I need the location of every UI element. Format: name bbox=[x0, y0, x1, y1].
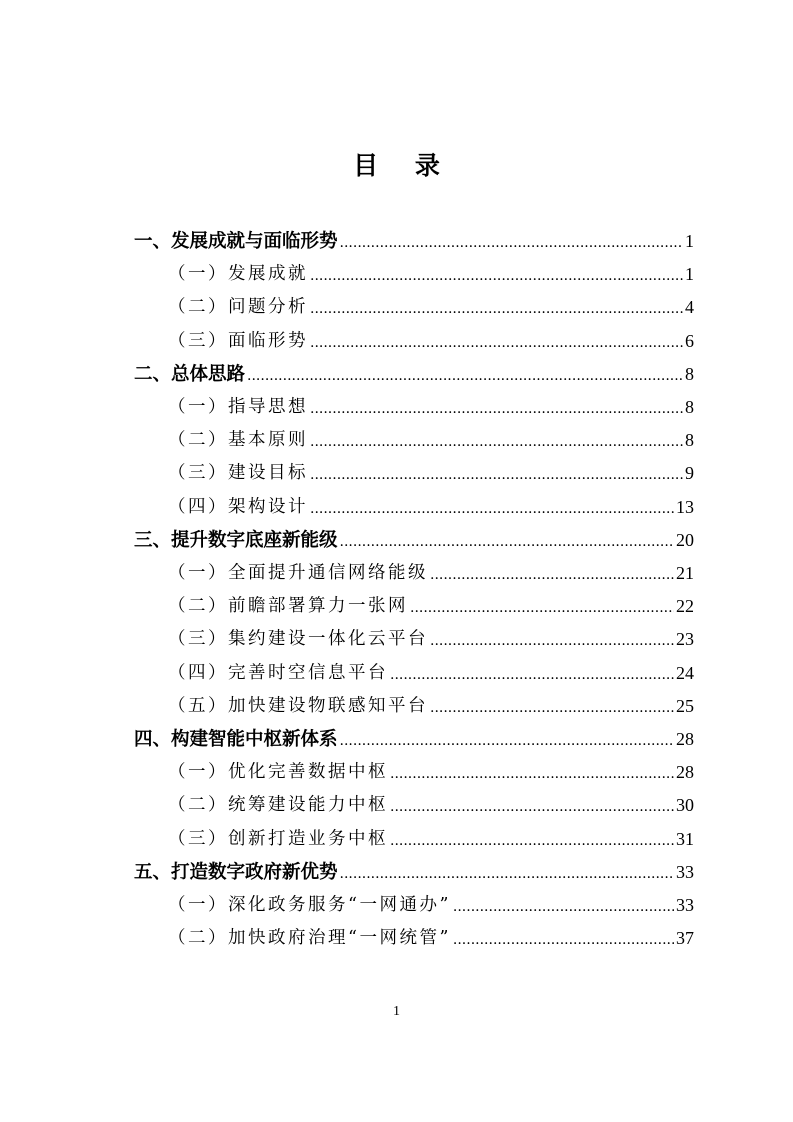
toc-entry-label: （一）指导思想 bbox=[168, 397, 308, 417]
toc-section-entry[interactable] bbox=[168, 325, 694, 358]
toc-entry-page: 6 bbox=[685, 330, 694, 351]
toc-entry-label: 二、总体思路 bbox=[134, 363, 246, 385]
toc-entry-label: （三）建设目标 bbox=[168, 463, 308, 484]
toc-chapter-entry[interactable] bbox=[134, 723, 694, 756]
toc-dot-leader bbox=[430, 625, 674, 658]
toc-section-entry[interactable] bbox=[168, 823, 694, 856]
toc-entry-page: 4 bbox=[685, 297, 694, 318]
toc-section-entry[interactable] bbox=[168, 391, 694, 424]
toc-entry-label: （四）完善时空信息平台 bbox=[168, 662, 388, 683]
toc-entry-label: （二）统筹建设能力中枢 bbox=[168, 795, 388, 816]
toc-dot-leader bbox=[453, 891, 674, 924]
toc-entry-label: 一、发展成就与面临形势 bbox=[134, 231, 338, 252]
toc-entry-label: （五）加快建设物联感知平台 bbox=[168, 695, 428, 716]
toc-entry-page: 30 bbox=[676, 795, 694, 816]
toc-dot-leader bbox=[310, 260, 683, 293]
toc-entry-page: 9 bbox=[685, 463, 694, 484]
toc-section-entry[interactable] bbox=[168, 623, 694, 656]
toc-entry-page: 33 bbox=[676, 861, 694, 882]
toc-dot-leader bbox=[390, 825, 674, 858]
toc-entry-page: 22 bbox=[676, 596, 694, 617]
toc-entry-label: （一）全面提升通信网络能级 bbox=[168, 563, 428, 583]
toc-dot-leader bbox=[340, 858, 674, 891]
toc-entry-label: （二）问题分析 bbox=[168, 297, 308, 318]
toc-dot-leader bbox=[410, 592, 674, 625]
toc-entry-label: （二）基本原则 bbox=[168, 430, 308, 451]
toc-dot-leader bbox=[310, 327, 683, 360]
toc-section-entry[interactable] bbox=[168, 889, 694, 922]
toc-entry-page: 31 bbox=[676, 828, 694, 849]
toc-entry-label: （三）创新打造业务中枢 bbox=[168, 828, 388, 849]
toc-entry-page: 1 bbox=[685, 231, 694, 251]
toc-dot-leader bbox=[430, 692, 674, 725]
toc-dot-leader bbox=[340, 526, 674, 559]
toc-chapter-entry[interactable] bbox=[134, 358, 694, 391]
toc-entry-label: 三、提升数字底座新能级 bbox=[134, 529, 338, 551]
toc-dot-leader bbox=[247, 360, 683, 393]
toc-dot-leader bbox=[390, 758, 674, 791]
toc-entry-page: 8 bbox=[685, 397, 694, 417]
toc-entry-label: （三）集约建设一体化云平台 bbox=[168, 629, 428, 650]
toc-entry-page: 23 bbox=[676, 629, 694, 650]
toc-entry-page: 28 bbox=[676, 729, 694, 749]
toc-chapter-entry[interactable] bbox=[134, 225, 694, 258]
toc-entry-page: 8 bbox=[685, 363, 694, 384]
toc-section-entry[interactable] bbox=[168, 424, 694, 457]
toc-entry-label: 五、打造数字政府新优势 bbox=[134, 861, 338, 883]
toc-entry-label: （二）前瞻部署算力一张网 bbox=[168, 596, 408, 617]
toc-entry-page: 25 bbox=[676, 695, 694, 716]
toc-section-entry[interactable] bbox=[168, 590, 694, 623]
toc-entry-page: 24 bbox=[676, 662, 694, 683]
toc-entry-page: 8 bbox=[685, 430, 694, 451]
toc-entry-label: 四、构建智能中枢新体系 bbox=[134, 729, 338, 750]
toc-entry-label: （一）发展成就 bbox=[168, 264, 308, 285]
toc-dot-leader bbox=[430, 559, 674, 592]
toc-section-entry[interactable] bbox=[168, 491, 694, 524]
toc-section-entry[interactable] bbox=[168, 291, 694, 324]
toc-dot-leader bbox=[310, 459, 683, 492]
toc-entry-page: 28 bbox=[676, 762, 694, 783]
toc-section-entry[interactable] bbox=[168, 657, 694, 690]
toc-title: 目 录 bbox=[353, 151, 454, 180]
toc-dot-leader bbox=[310, 293, 683, 326]
toc-dot-leader bbox=[340, 725, 674, 758]
toc-section-entry[interactable] bbox=[168, 457, 694, 490]
toc-dot-leader bbox=[310, 426, 683, 459]
toc-section-entry[interactable] bbox=[168, 756, 694, 789]
toc-chapter-entry[interactable] bbox=[134, 856, 694, 889]
toc-dot-leader bbox=[390, 659, 674, 692]
toc-section-entry[interactable] bbox=[168, 258, 694, 291]
toc-dot-leader bbox=[390, 791, 674, 824]
toc-entry-label: （一）优化完善数据中枢 bbox=[168, 762, 388, 783]
toc-entry-page: 37 bbox=[676, 928, 694, 949]
toc-section-entry[interactable] bbox=[168, 690, 694, 723]
toc-dot-leader bbox=[453, 924, 674, 957]
page-number: 1 bbox=[393, 1004, 400, 1019]
toc-entry-label: （一）深化政务服务“一网通办” bbox=[168, 895, 451, 915]
toc-section-entry[interactable] bbox=[168, 557, 694, 590]
toc-dot-leader bbox=[310, 493, 674, 526]
toc-dot-leader bbox=[340, 227, 683, 260]
toc-entry-label: （二）加快政府治理“一网统管” bbox=[168, 928, 451, 949]
toc-entry-page: 21 bbox=[676, 563, 694, 583]
toc-entry-page: 33 bbox=[676, 895, 694, 915]
toc-section-entry[interactable] bbox=[168, 789, 694, 822]
toc-dot-leader bbox=[310, 393, 683, 426]
toc-entry-page: 13 bbox=[676, 496, 694, 517]
toc-chapter-entry[interactable] bbox=[134, 524, 694, 557]
toc-entry-page: 20 bbox=[676, 529, 694, 550]
toc-section-entry[interactable] bbox=[168, 922, 694, 955]
toc-entry-label: （四）架构设计 bbox=[168, 496, 308, 517]
toc-entry-page: 1 bbox=[685, 264, 694, 285]
toc-entry-label: （三）面临形势 bbox=[168, 330, 308, 351]
